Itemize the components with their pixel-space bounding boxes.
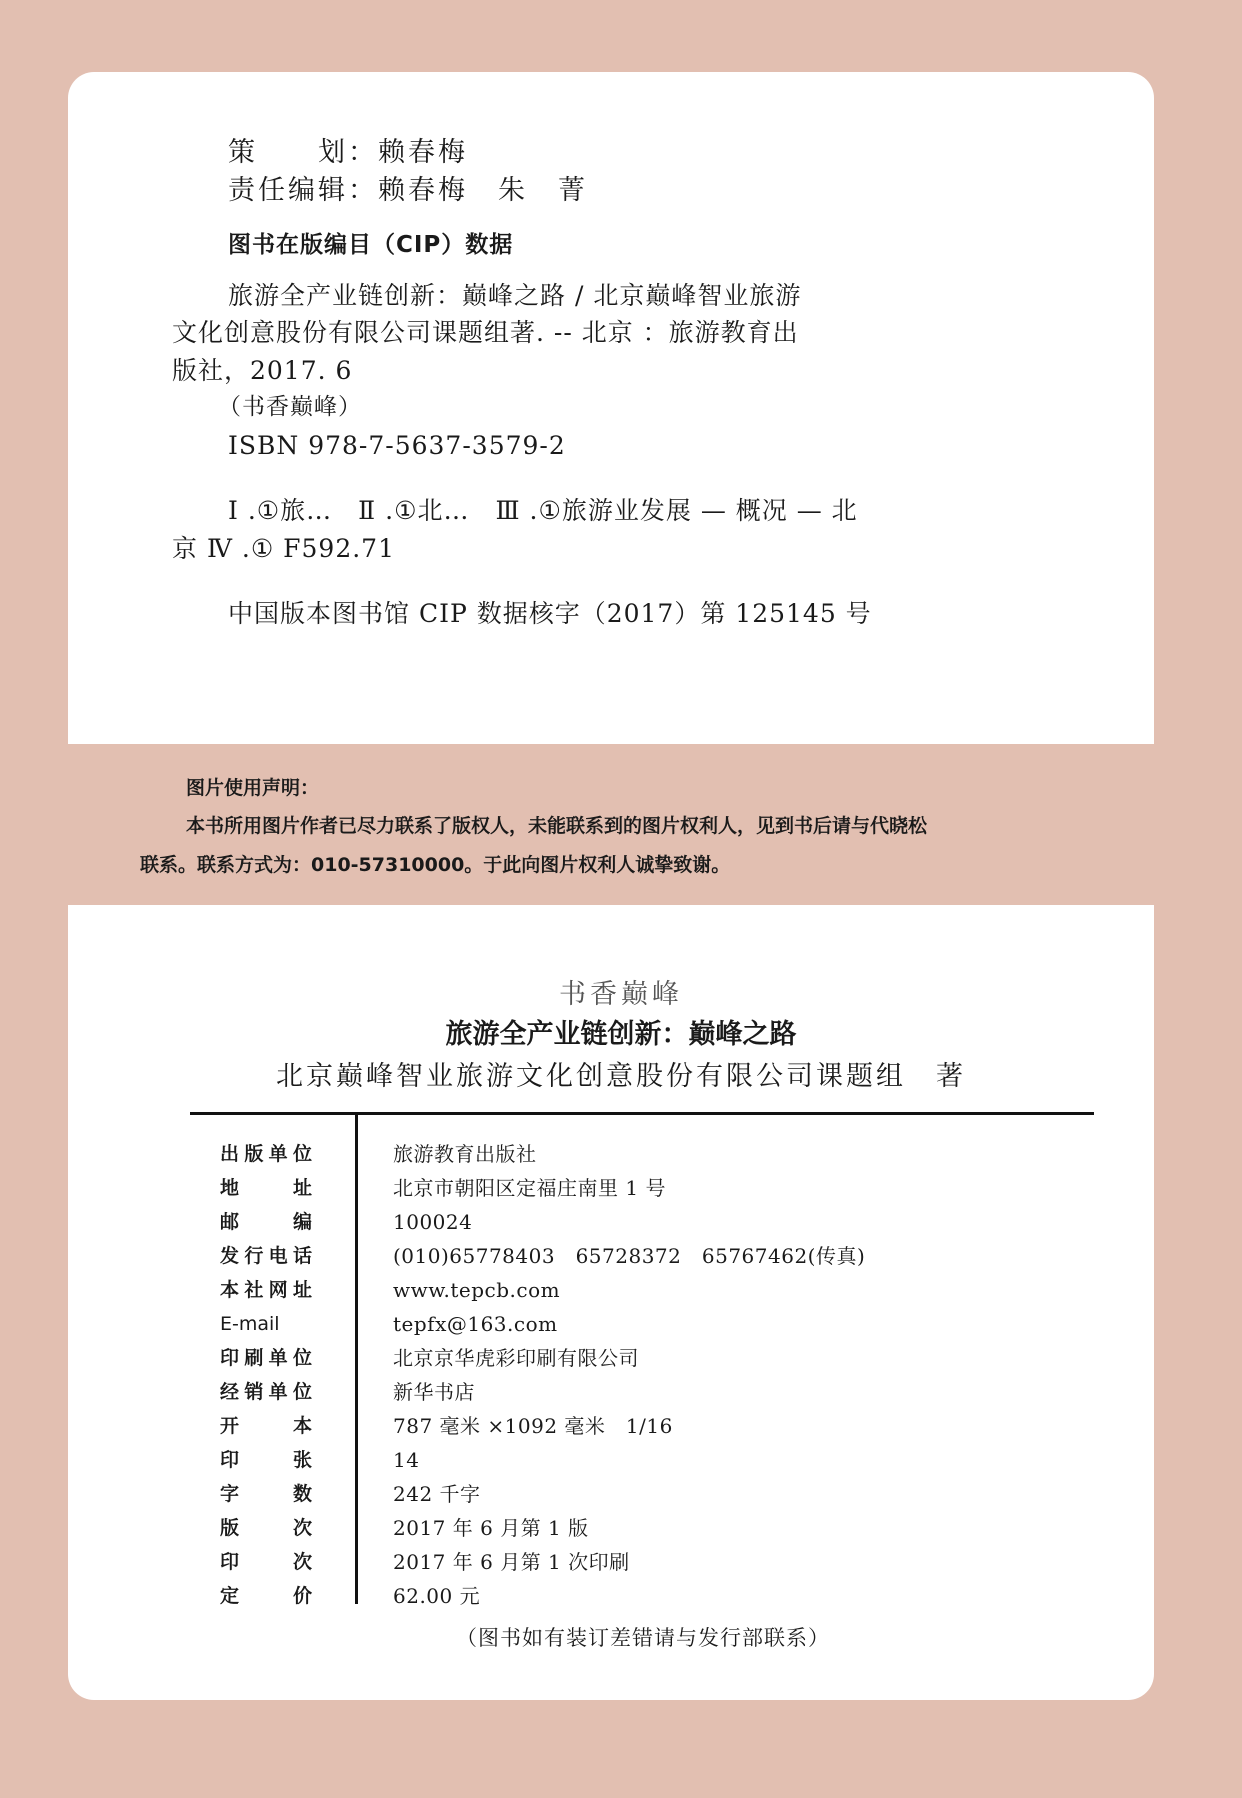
series-name: 书香巅峰 (559, 979, 683, 1010)
book-author: 北京巅峰智业旅游文化创意股份有限公司课题组 著 (276, 1061, 966, 1092)
editor-label: 责任编辑： (228, 175, 378, 206)
spec-value: 242 千字 (393, 1482, 481, 1506)
spec-label: 开 本 (220, 1415, 312, 1437)
imprint-horizontal-rule (190, 1112, 1094, 1115)
cip-isbn: ISBN 978-7-5637-3579-2 (228, 431, 566, 460)
spec-value: tepfx@163.com (393, 1312, 558, 1336)
spec-value: 北京市朝阳区定福庄南里 1 号 (393, 1176, 666, 1200)
spec-label: 定 价 (220, 1585, 312, 1607)
spec-row (220, 1273, 1120, 1307)
cip-class-line-1: Ⅰ .①旅… Ⅱ .①北… Ⅲ .①旅游业发展 — 概况 — 北 (228, 496, 858, 525)
spec-label: 本社网址 (220, 1279, 312, 1301)
spec-row (220, 1579, 1120, 1613)
spec-row (220, 1443, 1120, 1477)
spec-label: 出版单位 (220, 1143, 312, 1165)
spec-label: E-mail (220, 1313, 280, 1335)
spec-value: 14 (393, 1448, 420, 1472)
cip-heading: 图书在版编目（CIP）数据 (228, 232, 514, 258)
editor-value: 赖春梅 朱 菁 (378, 175, 588, 206)
spec-label: 发行电话 (220, 1245, 312, 1267)
imprint-footer-note: （图书如有装订差错请与发行部联系） (456, 1626, 830, 1650)
cip-series: （书香巅峰） (218, 394, 362, 420)
spec-label: 印 张 (220, 1449, 312, 1471)
notice-line-1: 本书所用图片作者已尽力联系了版权人，未能联系到的图片权利人，见到书后请与代晓松 (186, 815, 928, 837)
spec-label: 版 次 (220, 1517, 312, 1539)
spec-value: 100024 (393, 1210, 473, 1234)
spec-value: 新华书店 (393, 1380, 475, 1404)
spec-row (220, 1409, 1120, 1443)
spec-row (220, 1137, 1120, 1171)
spec-value: 2017 年 6 月第 1 版 (393, 1516, 589, 1540)
cip-class-line-2: 京 Ⅳ .① F592.71 (172, 534, 395, 563)
spec-row (220, 1375, 1120, 1409)
spec-value: 北京京华虎彩印刷有限公司 (393, 1346, 639, 1370)
planner-credit (228, 138, 468, 168)
spec-row (220, 1307, 1120, 1341)
spec-value: 2017 年 6 月第 1 次印刷 (393, 1550, 630, 1574)
spec-label: 字 数 (220, 1483, 312, 1505)
cip-line-1: 旅游全产业链创新：巅峰之路 / 北京巅峰智业旅游 (228, 281, 802, 310)
spec-row (220, 1545, 1120, 1579)
notice-line-2: 联系。联系方式为：010-57310000。于此向图片权利人诚挚致谢。 (140, 854, 731, 876)
spec-value: 旅游教育出版社 (393, 1142, 537, 1166)
spec-row (220, 1239, 1120, 1273)
spec-value: (010)65778403 65728372 65767462(传真) (393, 1244, 866, 1268)
spec-row (220, 1341, 1120, 1375)
spec-value: www.tepcb.com (393, 1278, 561, 1302)
spec-label: 印 次 (220, 1551, 312, 1573)
cip-data-number: 中国版本图书馆 CIP 数据核字（2017）第 125145 号 (228, 599, 872, 628)
editor-credit (228, 176, 588, 206)
book-title: 旅游全产业链创新：巅峰之路 (445, 1019, 797, 1050)
cip-line-2: 文化创意股份有限公司课题组著. -- 北京 ：旅游教育出 (172, 318, 799, 347)
spec-row (220, 1511, 1120, 1545)
spec-row (220, 1205, 1120, 1239)
cip-line-3: 版社，2017. 6 (172, 356, 353, 385)
planner-value: 赖春梅 (378, 137, 468, 168)
notice-title: 图片使用声明： (186, 777, 320, 799)
spec-label: 印刷单位 (220, 1347, 312, 1369)
planner-label: 策 划： (228, 137, 378, 168)
spec-row (220, 1477, 1120, 1511)
spec-label: 经销单位 (220, 1381, 312, 1403)
spec-row (220, 1171, 1120, 1205)
spec-value: 62.00 元 (393, 1584, 481, 1608)
spec-label: 地 址 (220, 1177, 312, 1199)
spec-value: 787 毫米 ×1092 毫米 1/16 (393, 1414, 673, 1438)
spec-label: 邮 编 (220, 1211, 312, 1233)
